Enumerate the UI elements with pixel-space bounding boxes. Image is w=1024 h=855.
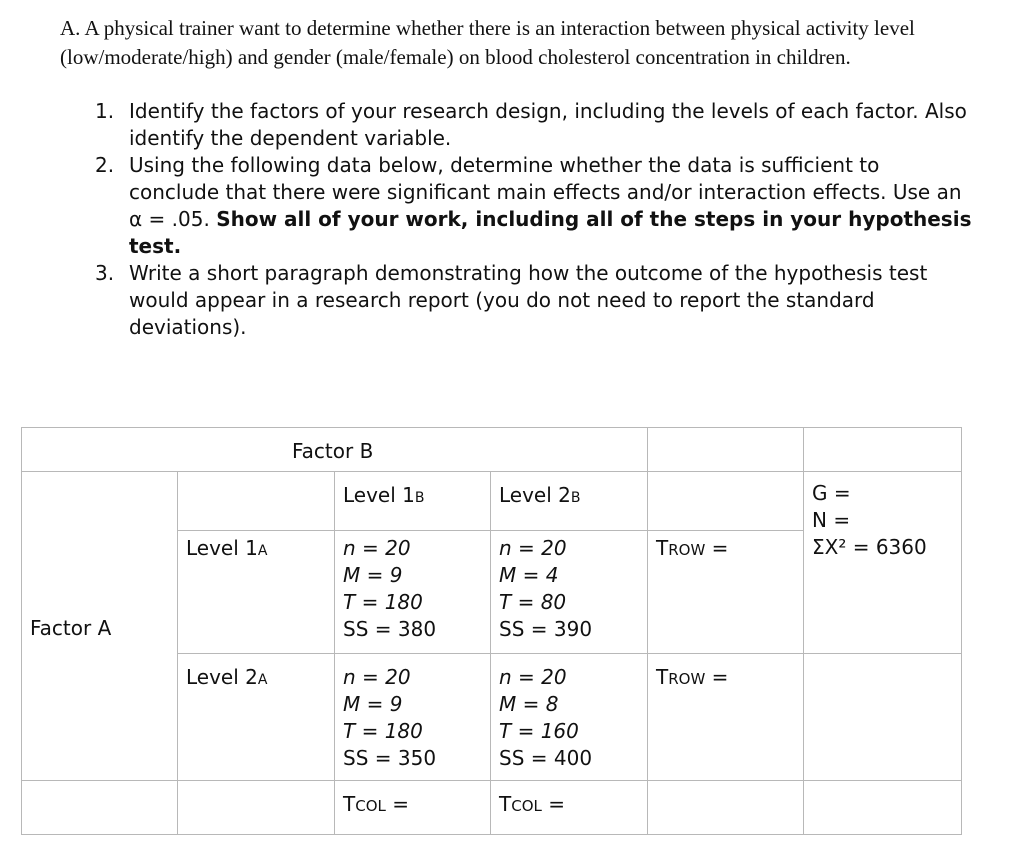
question-number: 3.	[95, 261, 115, 285]
cell-n: n = 20	[343, 665, 411, 689]
empty-cell	[648, 472, 804, 531]
col-level-2b: Level 2B	[491, 472, 648, 531]
cell-1a-1b	[335, 531, 491, 654]
data-table	[21, 427, 962, 835]
cell-ss: SS = 400	[499, 746, 593, 770]
cell-total: T = 160	[499, 719, 579, 743]
question-text: Identify the factors of your research design, including the levels of each factor. Also identify the dependent variable.	[129, 99, 967, 150]
row-label-1a: Level 1A	[178, 531, 335, 654]
col-total-2b: TCOL =	[491, 781, 648, 835]
row-label-2a: Level 2A	[178, 654, 335, 781]
empty-cell	[804, 781, 962, 835]
sum-x-squared: ΣX² = 6360	[812, 535, 927, 559]
question-1	[95, 98, 975, 152]
cell-2a-2b	[491, 654, 648, 781]
cell-mean: M = 8	[499, 692, 559, 716]
empty-cell	[22, 781, 178, 835]
level-header-row	[22, 472, 962, 531]
problem-intro: A. A physical trainer want to determine whether there is an interaction between physical activity level (low/moderate/high) and gender (male/female) on blood cholesterol concentration in children.	[60, 16, 915, 69]
question-text: Using the following data below, determine whether the data is sufficient to conclude that there were significant main effects and/or interaction effects. Use an α = .05.	[129, 153, 962, 231]
empty-cell	[804, 428, 962, 472]
cell-mean: M = 9	[343, 563, 403, 587]
question-2	[95, 152, 975, 260]
cell-ss: SS = 390	[499, 617, 593, 641]
grand-totals	[804, 472, 962, 654]
col-level-1b: Level 1B	[335, 472, 491, 531]
question-emphasis: Show all of your work, including all of the steps in your hypothesis test.	[129, 207, 972, 258]
factor-b-label: Factor B	[22, 428, 648, 472]
cell-total: T = 180	[343, 719, 423, 743]
cell-ss: SS = 350	[343, 746, 437, 770]
g-total: G =	[812, 481, 851, 505]
question-list	[95, 98, 975, 341]
empty-cell	[648, 428, 804, 472]
cell-ss: SS = 380	[343, 617, 437, 641]
empty-cell	[178, 472, 335, 531]
cell-mean: M = 9	[343, 692, 403, 716]
question-text: Write a short paragraph demonstrating how the outcome of the hypothesis test would appear in a research report (you do not need to report the standard deviations).	[129, 261, 928, 339]
row-total-1a: TROW =	[648, 531, 804, 654]
cell-2a-1b	[335, 654, 491, 781]
factor-a-label: Factor A	[22, 472, 178, 781]
n-total: N =	[812, 508, 851, 532]
cell-1a-2b	[491, 531, 648, 654]
cell-n: n = 20	[499, 536, 567, 560]
table-header-row	[22, 428, 962, 472]
cell-n: n = 20	[343, 536, 411, 560]
row-total-2a: TROW =	[648, 654, 804, 781]
cell-total: T = 80	[499, 590, 567, 614]
question-3	[95, 260, 975, 341]
question-number: 1.	[95, 99, 115, 123]
question-number: 2.	[95, 153, 115, 177]
empty-cell	[648, 781, 804, 835]
cell-total: T = 180	[343, 590, 423, 614]
column-totals-row	[22, 781, 962, 835]
col-total-1b: TCOL =	[335, 781, 491, 835]
cell-mean: M = 4	[499, 563, 559, 587]
empty-cell	[178, 781, 335, 835]
cell-n: n = 20	[499, 665, 567, 689]
empty-cell	[804, 654, 962, 781]
